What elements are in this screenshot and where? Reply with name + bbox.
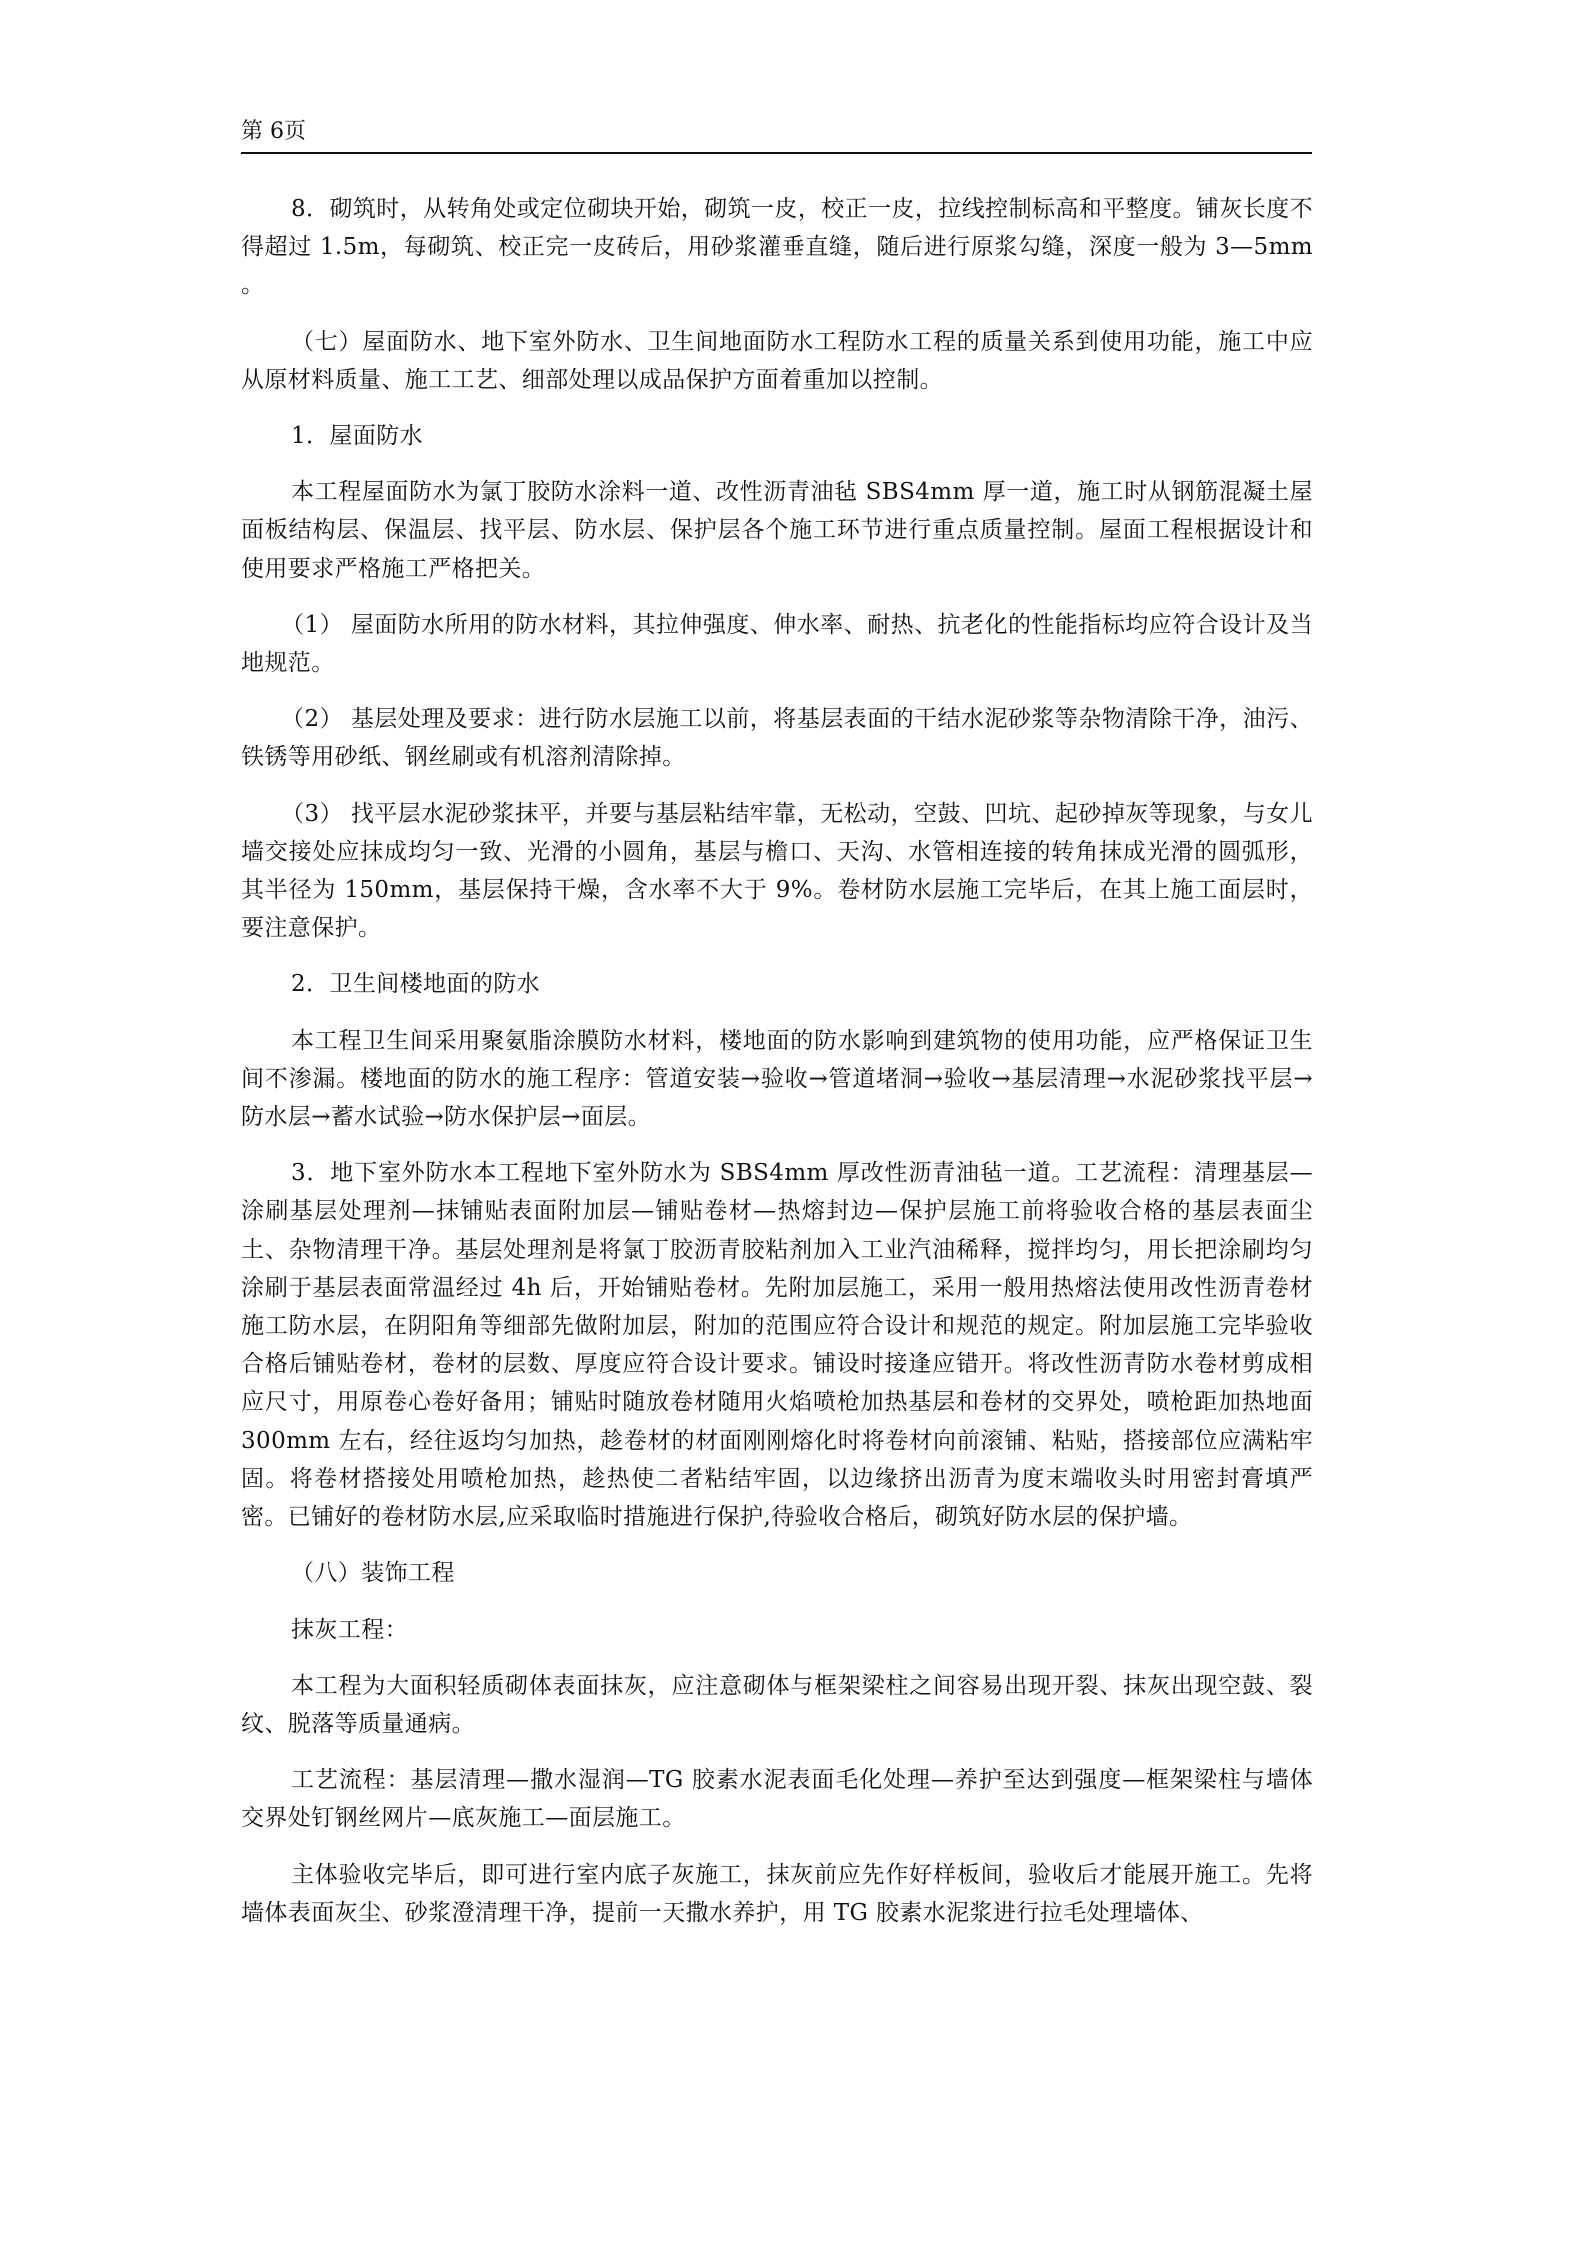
page-number-label: 第 6页 xyxy=(241,119,306,144)
paragraph-roof-item-2: （2） 基层处理及要求：进行防水层施工以前，将基层表面的干结水泥砂浆等杂物清除干净，油污、铁锈等用砂纸、钢丝刷或有机溶剂清除掉。 xyxy=(241,706,1313,771)
paragraph-plastering-execution: 主体验收完毕后，即可进行室内底子灰施工，抹灰前应先作好样板间，验收后才能展开施工。先将墙体表面灰尘、砂浆澄清理干净，提前一天撒水养护，用 TG 胶素水泥浆进行拉毛处理墙体、 xyxy=(241,1861,1313,1926)
paragraph-roof-waterproofing: 本工程屋面防水为氯丁胶防水涂料一道、改性沥青油毡 SBS4mm 厚一道，施工时从钢筋混凝土屋面板结构层、保温层、找平层、防水层、保护层各个施工环节进行重点质量控制。屋面工程根据设计和使用要求严格施工严格把关。 xyxy=(241,479,1313,582)
heading-bathroom-waterproofing: 2．卫生间楼地面的防水 xyxy=(291,971,541,998)
paragraph-plastering-intro: 本工程为大面积轻质砌体表面抹灰，应注意砌体与框架梁柱之间容易出现开裂、抹灰出现空鼓、裂纹、脱落等质量通病。 xyxy=(241,1672,1313,1737)
paragraph-waterproofing-intro: （七）屋面防水、地下室外防水、卫生间地面防水工程防水工程的质量关系到使用功能，施工中应从原材料质量、施工工艺、细部处理以成品保护方面着重加以控制。 xyxy=(241,328,1313,393)
paragraph-bathroom-waterproofing: 本工程卫生间采用聚氨脂涂膜防水材料，楼地面的防水影响到建筑物的使用功能，应严格保证卫生间不渗漏。楼地面的防水的施工程序：管道安装→验收→管道堵洞→验收→基层清理→水泥砂浆找平层→防水层→蓄水试验→防水保护层→面层。 xyxy=(241,1027,1313,1131)
heading-decoration-works: （八）装饰工程 xyxy=(291,1560,455,1587)
document-body xyxy=(241,190,1313,1950)
paragraph-roof-item-3: （3） 找平层水泥砂浆抹平，并要与基层粘结牢靠，无松动，空鼓、凹坑、起砂掉灰等现象，与女儿墙交接处应抹成均匀一致、光滑的小圆角，基层与檐口、天沟、水管相连接的转角抹成光滑的圆弧形，其半径为 150mm，基层保持干燥，含水率不大于 9%。卷材防水层施工完毕后，在其上施工面层时，要注意保护。 xyxy=(241,800,1313,942)
paragraph-masonry-step-8: 8．砌筑时，从转角处或定位砌块开始，砌筑一皮，校正一皮，拉线控制标高和平整度。铺灰长度不得超过 1.5m，每砌筑、校正完一皮砖后，用砂浆灌垂直缝，随后进行原浆勾缝，深度一般为 3—5mm 。 xyxy=(241,196,1313,299)
heading-plastering-works: 抹灰工程： xyxy=(291,1616,408,1643)
heading-roof-waterproofing: 1．屋面防水 xyxy=(291,423,424,450)
paragraph-roof-item-1: （1） 屋面防水所用的防水材料，其拉伸强度、伸水率、耐热、抗老化的性能指标均应符合设计及当地规范。 xyxy=(241,611,1313,677)
paragraph-basement-waterproofing: 3．地下室外防水本工程地下室外防水为 SBS4mm 厚改性沥青油毡一道。工艺流程：清理基层—涂刷基层处理剂—抹铺贴表面附加层—铺贴卷材—热熔封边—保护层施工前将验收合格的基层表面尘土、杂物清理干净。基层处理剂是将氯丁胶沥青胶粘剂加入工业汽油稀释，搅拌均匀，用长把涂刷均匀涂刷于基层表面常温经过 4h 后，开始铺贴卷材。先附加层施工，采用一般用热熔法使用改性沥青卷材施工防水层，在阴阳角等细部先做附加层，附加的范围应符合设计和规范的规定。附加层施工完毕验收合格后铺贴卷材，卷材的层数、厚度应符合设计要求。铺设时接逢应错开。将改性沥青防水卷材剪成相应尺寸，用原卷心卷好备用；铺贴时随放卷材随用火焰喷枪加热基层和卷材的交界处，喷枪距加热地面 300mm 左右，经往返均匀加热，趁卷材的材面刚刚熔化时将卷材向前滚铺、粘贴，搭接部位应满粘牢固。将卷材搭接处用喷枪加热，趁热使二者粘结牢固，以边缘挤出沥青为度末端收头时用密封膏填严密。已铺好的卷材防水层,应采取临时措施进行保护,待验收合格后，砌筑好防水层的保护墙。 xyxy=(241,1160,1313,1531)
paragraph-plastering-process: 工艺流程：基层清理—撒水湿润—TG 胶素水泥表面毛化处理—养护至达到强度—框架梁柱与墙体交界处钉钢丝网片—底灰施工—面层施工。 xyxy=(241,1767,1313,1832)
page-header xyxy=(241,110,1312,154)
